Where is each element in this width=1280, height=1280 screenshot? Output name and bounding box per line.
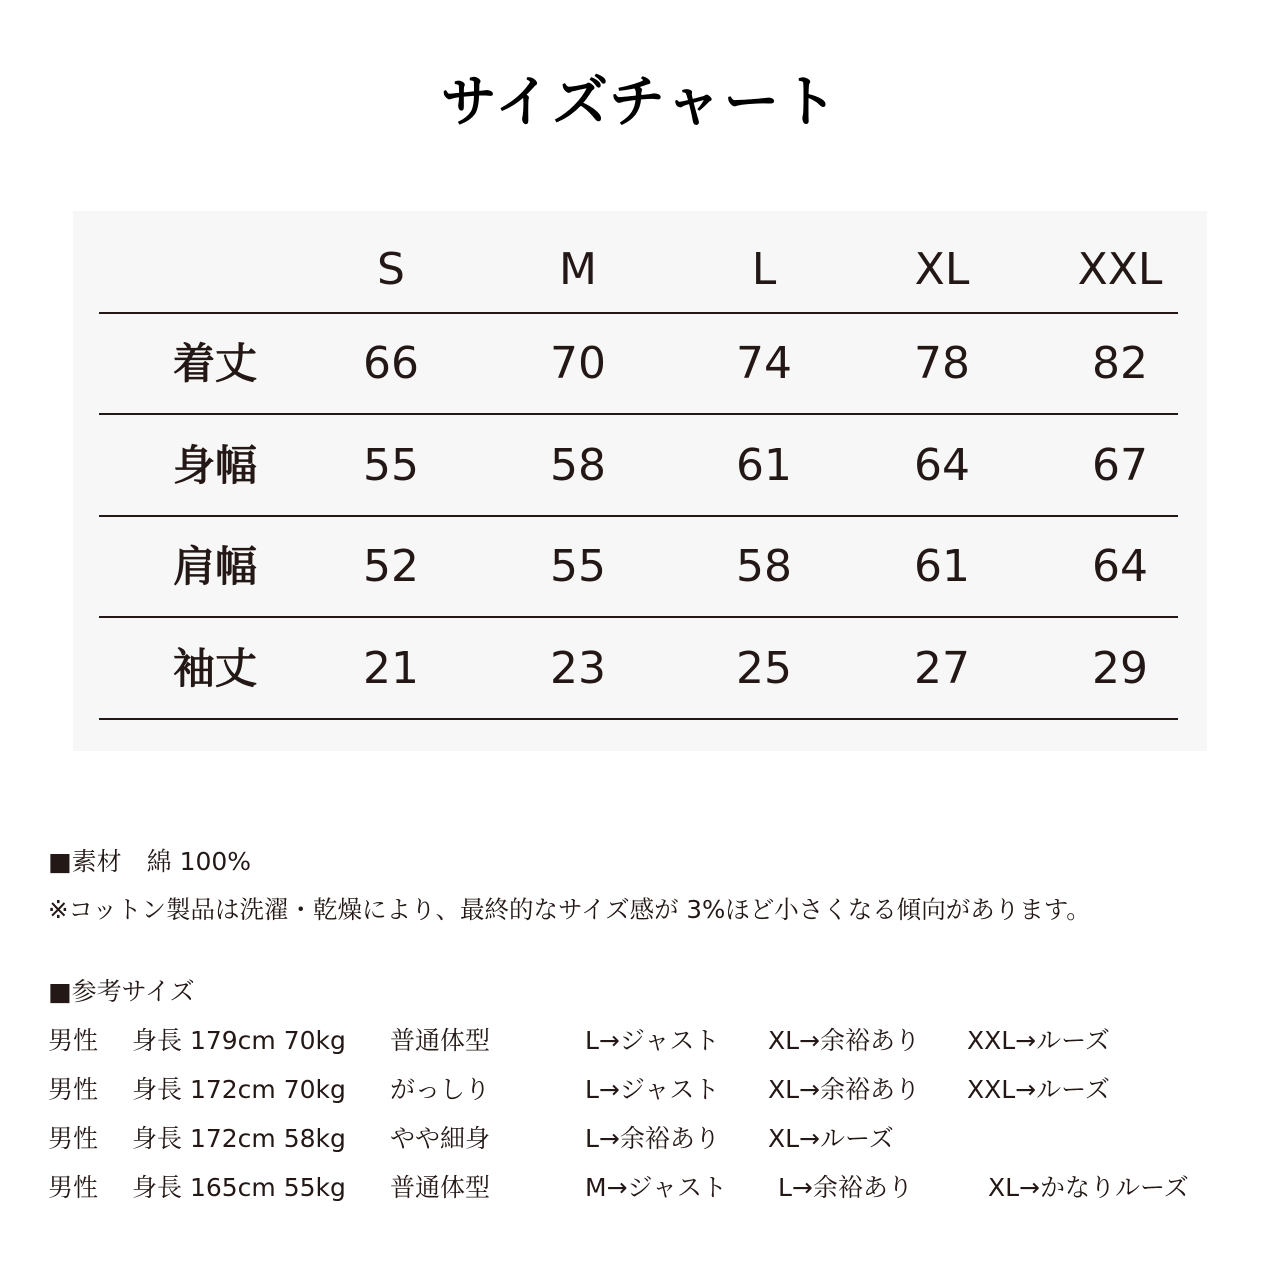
ref-fit: L→ジャスト [585, 1026, 720, 1055]
table-cell: 61 [736, 440, 792, 491]
table-cell: 29 [1092, 643, 1148, 694]
ref-stats: 身長 172cm 58kg [132, 1124, 346, 1153]
ref-body-type: がっしり [390, 1075, 491, 1104]
size-header-xl: XL [914, 244, 970, 295]
material-note: ■素材 綿 100% [48, 847, 252, 876]
table-cell: 27 [914, 643, 970, 694]
table-cell: 61 [914, 541, 970, 592]
ref-fit: XL→余裕あり [768, 1075, 921, 1104]
size-header-m: M [559, 244, 597, 295]
table-divider [99, 515, 1178, 517]
ref-body-type: 普通体型 [390, 1173, 491, 1202]
row-label-shoulder: 肩幅 [172, 542, 257, 591]
table-cell: 70 [550, 338, 606, 389]
table-divider [99, 616, 1178, 618]
size-header-s: S [377, 244, 405, 295]
size-header-xxl: XXL [1077, 244, 1163, 295]
ref-fit: XXL→ルーズ [967, 1075, 1110, 1104]
table-cell: 64 [914, 440, 970, 491]
table-divider [99, 413, 1178, 415]
table-cell: 78 [914, 338, 970, 389]
table-cell: 25 [736, 643, 792, 694]
size-header-l: L [751, 244, 777, 295]
table-cell: 55 [550, 541, 606, 592]
ref-fit: L→余裕あり [778, 1173, 913, 1202]
reference-heading: ■参考サイズ [48, 977, 195, 1006]
ref-gender: 男性 [48, 1026, 99, 1055]
ref-stats: 身長 172cm 70kg [132, 1075, 346, 1104]
ref-gender: 男性 [48, 1075, 99, 1104]
ref-stats: 身長 179cm 70kg [132, 1026, 346, 1055]
ref-fit: XXL→ルーズ [967, 1026, 1110, 1055]
table-cell: 82 [1092, 338, 1148, 389]
care-note: ※コットン製品は洗濯・乾燥により、最終的なサイズ感が 3%ほど小さくなる傾向があります。 [48, 895, 1091, 924]
table-cell: 74 [736, 338, 792, 389]
table-cell: 58 [736, 541, 792, 592]
ref-fit: XL→余裕あり [768, 1026, 921, 1055]
table-cell: 23 [550, 643, 606, 694]
table-cell: 64 [1092, 541, 1148, 592]
table-cell: 66 [363, 338, 419, 389]
table-divider [99, 312, 1178, 314]
table-cell: 67 [1092, 440, 1148, 491]
ref-body-type: 普通体型 [390, 1026, 491, 1055]
ref-gender: 男性 [48, 1173, 99, 1202]
table-cell: 55 [363, 440, 419, 491]
page-title: サイズチャート [440, 70, 840, 135]
table-cell: 21 [363, 643, 419, 694]
row-label-length: 着丈 [172, 339, 257, 388]
row-label-sleeve: 袖丈 [172, 644, 257, 693]
table-divider [99, 718, 1178, 720]
table-cell: 58 [550, 440, 606, 491]
row-label-width: 身幅 [172, 441, 257, 490]
ref-gender: 男性 [48, 1124, 99, 1153]
ref-fit: M→ジャスト [585, 1173, 728, 1202]
ref-fit: L→ジャスト [585, 1075, 720, 1104]
ref-body-type: やや細身 [390, 1124, 491, 1153]
ref-fit: XL→ルーズ [768, 1124, 894, 1153]
table-cell: 52 [363, 541, 419, 592]
ref-fit: L→余裕あり [585, 1124, 720, 1153]
ref-stats: 身長 165cm 55kg [132, 1173, 346, 1202]
ref-fit: XL→かなりルーズ [988, 1173, 1189, 1202]
